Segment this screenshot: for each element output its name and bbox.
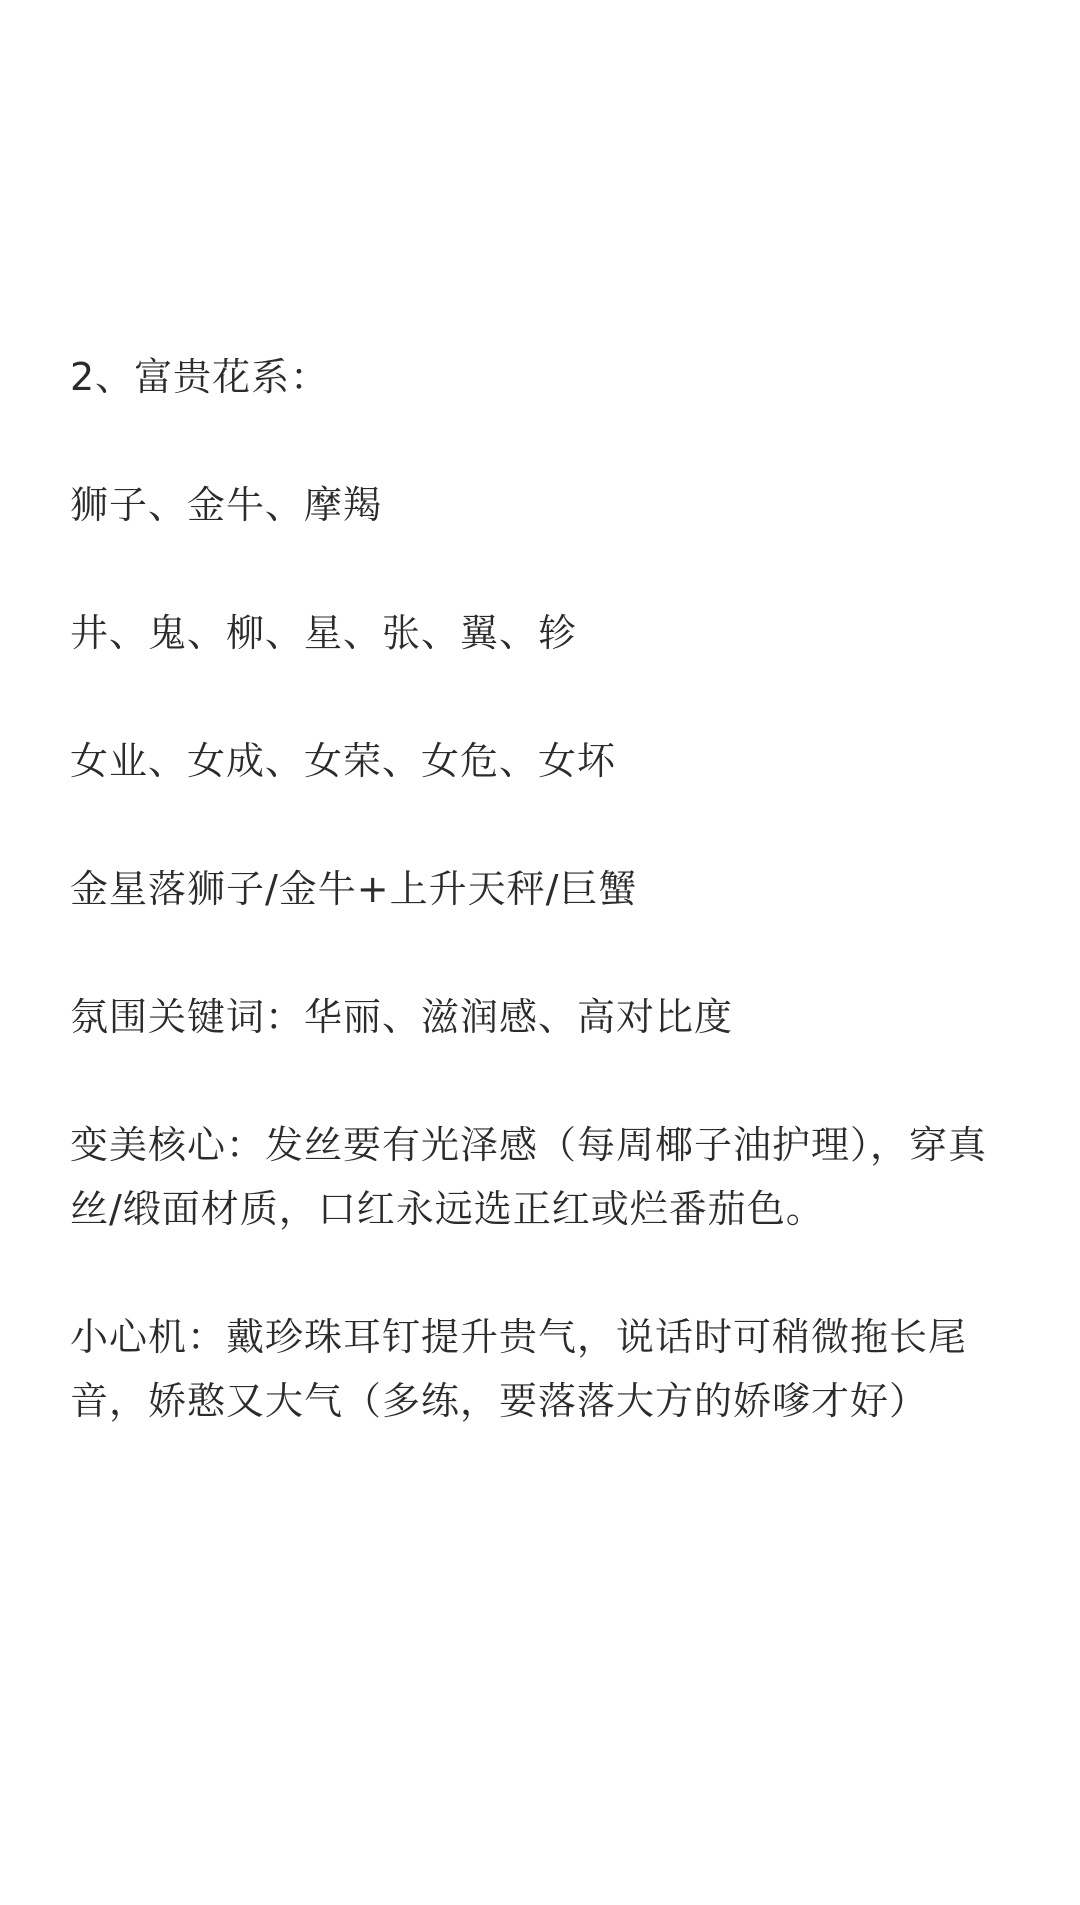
tips-paragraph: 小心机：戴珍珠耳钉提升贵气，说话时可稍微拖长尾音，娇憨又大气（多练，要落落大方的娇嗲才好）: [70, 1315, 968, 1423]
article-body: [70, 345, 990, 1497]
section-heading: 2、富贵花系：: [70, 355, 330, 399]
venus-ascendant-line: 金星落狮子/金牛+上升天秤/巨蟹: [70, 867, 638, 911]
beauty-core-paragraph: 变美核心：发丝要有光泽感（每周椰子油护理），穿真丝/缎面材质，口红永远选正红或烂番茄色。: [70, 1123, 988, 1231]
keywords-line: 氛围关键词：华丽、滋润感、高对比度: [70, 995, 734, 1039]
lunar-mansions-line: 女业、女成、女荣、女危、女坏: [70, 739, 617, 783]
zodiac-signs-line: 狮子、金牛、摩羯: [70, 483, 383, 527]
mansions-line: 井、鬼、柳、星、张、翼、轸: [70, 611, 578, 655]
